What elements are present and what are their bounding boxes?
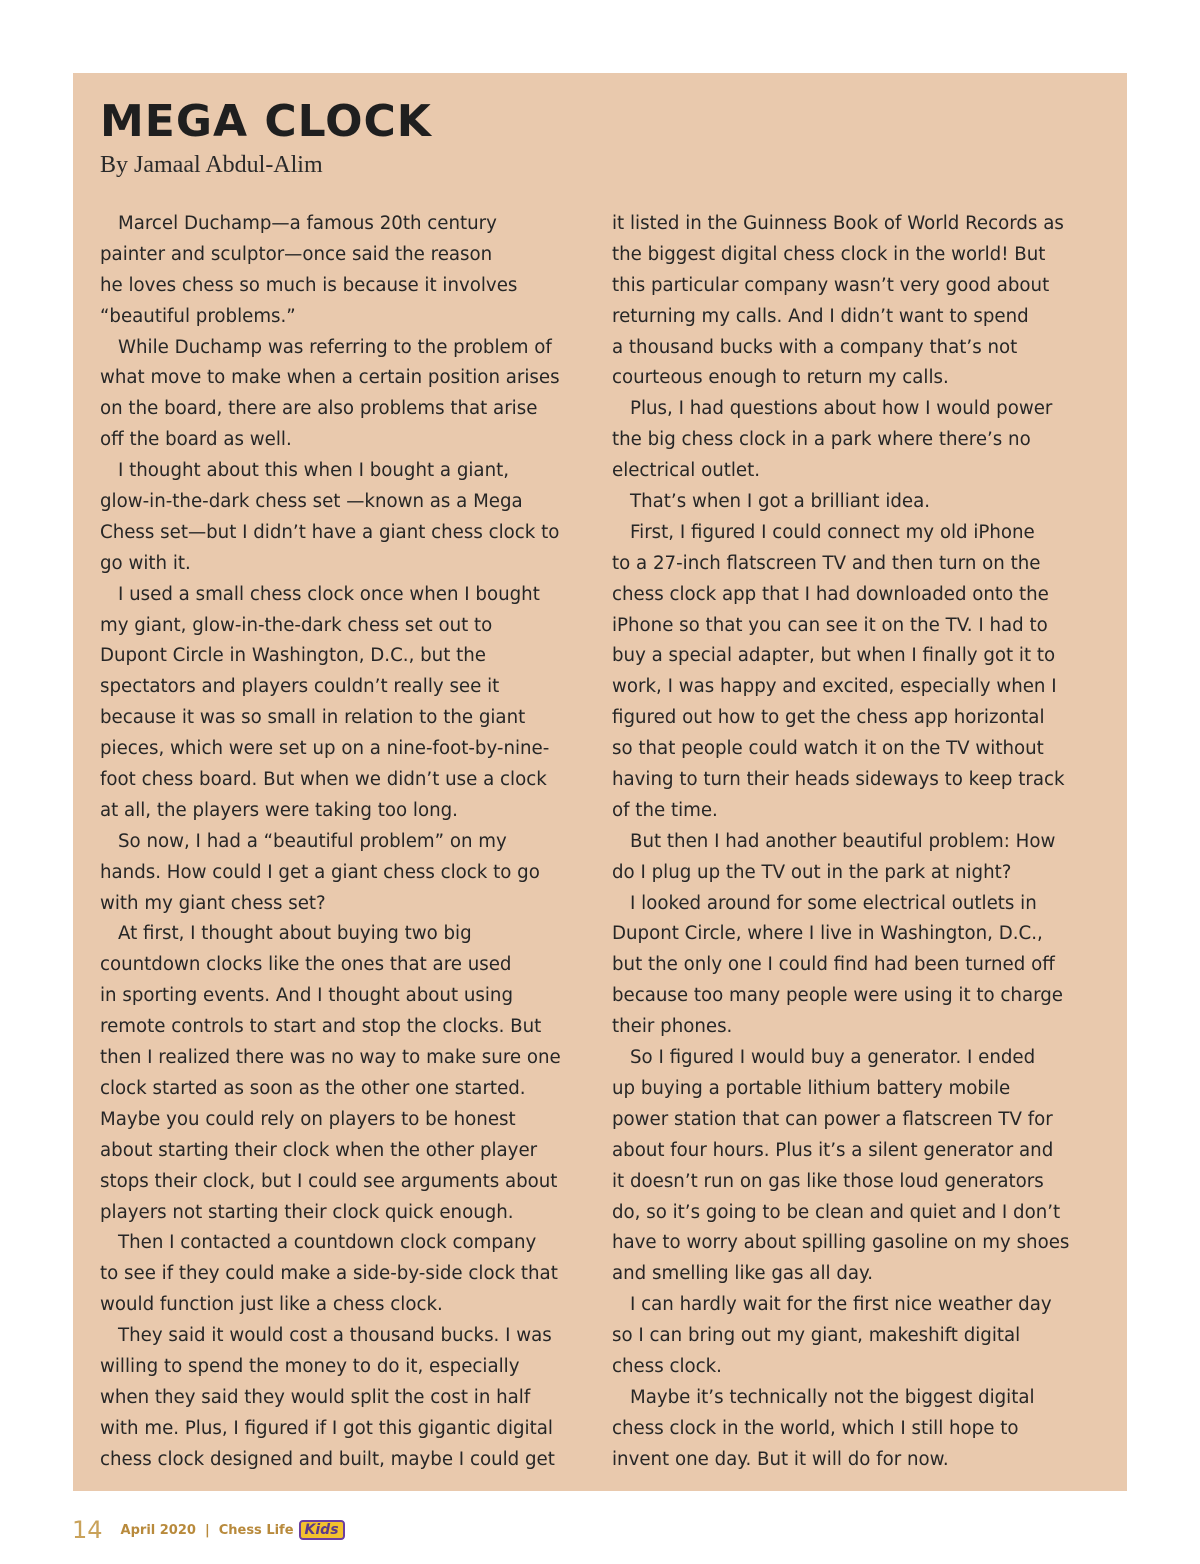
left-column-line: spectators and players couldn’t really see it [100, 676, 500, 698]
left-column-line: off the board as well. [100, 429, 292, 451]
left-column-line: with my giant chess set? [100, 892, 326, 914]
left-column-line: “beautiful problems.” [100, 305, 296, 327]
right-column-line: the big chess clock in a park where there’s no [612, 429, 1031, 451]
right-column-line: work, I was happy and excited, especially when I [612, 676, 1057, 698]
right-column-line: So I figured I would buy a generator. I ended [630, 1047, 1036, 1069]
left-column-line: They said it would cost a thousand bucks. I was [118, 1325, 552, 1347]
right-column-line: this particular company wasn’t very good about [612, 274, 1050, 296]
left-column-line: Chess set—but I didn’t have a giant chess clock to [100, 521, 560, 543]
right-column-line: do, so it’s going to be clean and quiet and I don’t [612, 1201, 1061, 1223]
left-column-line: to see if they could make a side-by-side clock that [100, 1263, 558, 1285]
left-column-line: glow-in-the-dark chess set —known as a Mega [100, 491, 523, 513]
right-column-line: do I plug up the TV out in the park at night? [612, 861, 1012, 883]
right-column-line: so I can bring out my giant, makeshift digital [612, 1325, 1021, 1347]
right-column-line: because too many people were using it to charge [612, 985, 1063, 1007]
right-column-line: I looked around for some electrical outlets in [630, 892, 1037, 914]
right-column-line: up buying a portable lithium battery mobile [612, 1077, 1011, 1099]
right-column-line: a thousand bucks with a company that’s not [612, 336, 1018, 358]
left-column-line: Maybe you could rely on players to be honest [100, 1108, 516, 1130]
left-column-line: While Duchamp was referring to the problem of [118, 336, 552, 358]
left-column-line: foot chess board. But when we didn’t use a clock [100, 769, 547, 791]
page-footer [72, 1512, 345, 1548]
left-column-line: about starting their clock when the other player [100, 1139, 538, 1161]
right-column-line: having to turn their heads sideways to keep track [612, 769, 1065, 791]
right-column-line: it listed in the Guinness Book of World Records as [612, 213, 1064, 234]
right-column-line: their phones. [612, 1016, 733, 1038]
right-column-line: it doesn’t run on gas like those loud generators [612, 1170, 1044, 1192]
left-column-line: Then I contacted a countdown clock company [118, 1232, 537, 1254]
left-column-line: would function just like a chess clock. [100, 1294, 443, 1316]
right-column-line: about four hours. Plus it’s a silent generator and [612, 1139, 1054, 1161]
left-column-line: hands. How could I get a giant chess clock to go [100, 861, 540, 883]
right-column-line: Maybe it’s technically not the biggest digital [630, 1386, 1035, 1408]
right-column-line: chess clock. [612, 1355, 722, 1377]
left-column-line: players not starting their clock quick enough. [100, 1201, 514, 1223]
right-column-line: courteous enough to return my calls. [612, 367, 949, 389]
publication-name: Chess Life [218, 1522, 294, 1538]
left-column-line: what move to make when a certain position arises [100, 367, 560, 389]
left-column-line: because it was so small in relation to the giant [100, 707, 526, 729]
right-column-line: chess clock app that I had downloaded onto the [612, 583, 1049, 605]
right-column-line: electrical outlet. [612, 460, 761, 482]
article-column-right [612, 209, 1112, 1476]
right-column-line: But then I had another beautiful problem: How [630, 830, 1056, 852]
left-column-line: in sporting events. And I thought about using [100, 985, 513, 1007]
left-column-line: at all, the players were taking too long. [100, 799, 458, 821]
left-column-line: remote controls to start and stop the clocks. But [100, 1016, 542, 1038]
left-column-line: stops their clock, but I could see arguments about [100, 1170, 558, 1192]
left-column-line: I used a small chess clock once when I bought [118, 583, 540, 605]
right-column-line: Dupont Circle, where I live in Washington, D.C., [612, 923, 1043, 945]
right-column-line: power station that can power a flatscreen TV for [612, 1108, 1053, 1130]
kids-logo: Kids [299, 1520, 345, 1540]
page-number: 14 [72, 1516, 103, 1544]
footer-divider: | [204, 1522, 210, 1538]
left-column-line: At first, I thought about buying two big [118, 923, 472, 945]
right-column-line: the biggest digital chess clock in the world! But [612, 243, 1046, 265]
article-byline: By Jamaal Abdul-Alim [100, 152, 323, 178]
right-column-line: buy a special adapter, but when I finally got it to [612, 645, 1056, 667]
left-column-line: So now, I had a “beautiful problem” on my [118, 830, 507, 852]
right-column-line: That’s when I got a brilliant idea. [630, 491, 931, 513]
left-column-line: chess clock designed and built, maybe I could get [100, 1448, 555, 1470]
left-column-line: then I realized there was no way to make sure one [100, 1047, 561, 1069]
left-column-line: painter and sculptor—once said the reason [100, 243, 493, 265]
right-column-line: to a 27-inch flatscreen TV and then turn on the [612, 552, 1041, 574]
left-column-line: Dupont Circle in Washington, D.C., but the [100, 645, 486, 667]
left-column-line: Marcel Duchamp—a famous 20th century [118, 213, 497, 234]
article-column-left [100, 209, 600, 1476]
left-column-line: go with it. [100, 552, 191, 574]
right-column-line: but the only one I could find had been turned off [612, 954, 1055, 976]
right-column-line: returning my calls. And I didn’t want to spend [612, 305, 1029, 327]
article-title: MEGA CLOCK [100, 96, 432, 147]
left-column-line: I thought about this when I bought a giant, [118, 460, 510, 482]
left-column-line: clock started as soon as the other one started. [100, 1077, 526, 1099]
left-column-line: with me. Plus, I figured if I got this gigantic digital [100, 1417, 553, 1439]
right-column-line: chess clock in the world, which I still hope to [612, 1417, 1019, 1439]
right-column-line: of the time. [612, 799, 718, 821]
issue-date: April 2020 [120, 1522, 196, 1538]
right-column-line: figured out how to get the chess app horizontal [612, 707, 1045, 729]
left-column-line: my giant, glow-in-the-dark chess set out to [100, 614, 493, 636]
left-column-line: pieces, which were set up on a nine-foot-by-nine- [100, 738, 550, 760]
right-column-line: and smelling like gas all day. [612, 1263, 873, 1285]
left-column-line: on the board, there are also problems that arise [100, 398, 538, 420]
right-column-line: have to worry about spilling gasoline on my shoes [612, 1232, 1070, 1254]
left-column-line: when they said they would split the cost in half [100, 1386, 531, 1408]
right-column-line: invent one day. But it will do for now. [612, 1448, 949, 1470]
right-column-line: iPhone so that you can see it on the TV. I had to [612, 614, 1048, 636]
left-column-line: countdown clocks like the ones that are used [100, 954, 512, 976]
left-column-line: he loves chess so much is because it involves [100, 274, 518, 296]
right-column-line: I can hardly wait for the first nice weather day [630, 1294, 1052, 1316]
right-column-line: so that people could watch it on the TV without [612, 738, 1044, 760]
right-column-line: First, I figured I could connect my old iPhone [630, 521, 1035, 543]
right-column-line: Plus, I had questions about how I would power [630, 398, 1053, 420]
left-column-line: willing to spend the money to do it, especially [100, 1355, 520, 1377]
